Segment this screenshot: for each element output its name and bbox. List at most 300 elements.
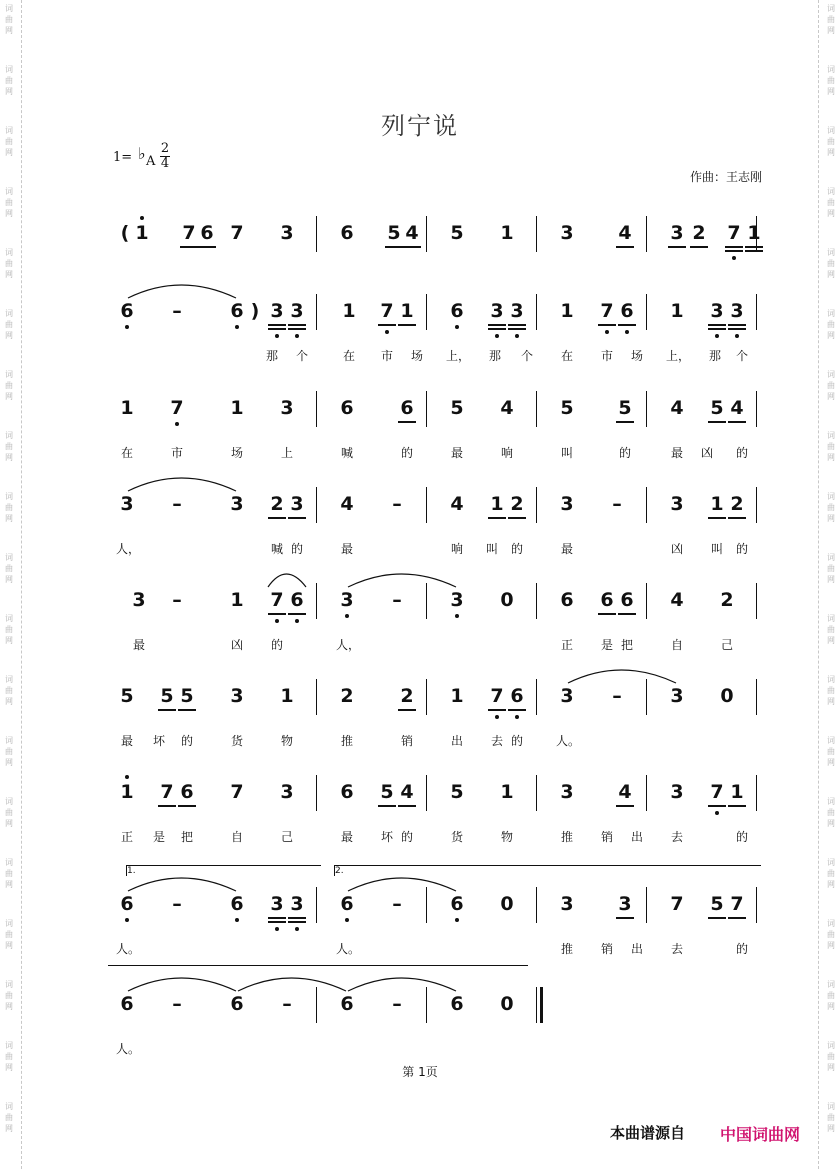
watermark-text: 词 曲 网 <box>5 309 13 340</box>
lyric: 出 <box>450 734 463 748</box>
dash: – <box>172 300 182 322</box>
note: 2 <box>510 493 524 515</box>
lyric: 的 <box>400 446 413 460</box>
lyric: 销 <box>600 942 613 956</box>
lyric: 自 <box>230 830 243 844</box>
volta-second: 2. <box>334 865 761 876</box>
note: 3 <box>560 893 574 915</box>
dash: – <box>282 993 292 1015</box>
lyric: 响 <box>450 542 463 556</box>
note: 1 <box>730 781 744 803</box>
note: 7 <box>378 300 396 322</box>
note: 6 <box>230 993 244 1015</box>
beam-line <box>180 246 198 248</box>
lyric: 的 <box>510 734 523 748</box>
note: 1 <box>230 397 244 419</box>
note: 3 <box>670 493 684 515</box>
dash: – <box>392 893 402 915</box>
lyric: 的 <box>180 734 193 748</box>
beam-line <box>708 917 726 919</box>
note: 6 <box>288 589 306 611</box>
note: 1 <box>500 222 514 244</box>
barline <box>756 294 757 330</box>
score-system-2 <box>108 300 768 400</box>
note: 5 <box>450 397 464 419</box>
lyric: 那 <box>708 349 721 363</box>
note: 1 <box>500 781 514 803</box>
lyric: 人。 <box>336 942 361 956</box>
watermark-text: 词 曲 网 <box>5 1041 13 1072</box>
note: 7 <box>488 685 506 707</box>
lyric: 正 <box>120 830 133 844</box>
beam-line <box>728 805 746 807</box>
barline <box>316 583 317 619</box>
beam-line <box>708 324 726 326</box>
right-border <box>818 0 819 1169</box>
note: 4 <box>670 397 684 419</box>
beam-line <box>508 517 526 519</box>
watermark-text: 词 曲 网 <box>5 614 13 645</box>
barline <box>316 294 317 330</box>
lyric: 最 <box>120 734 133 748</box>
barline <box>646 216 647 252</box>
note: 1 <box>400 300 414 322</box>
lyric: 的 <box>510 542 523 556</box>
beam-line <box>708 328 726 330</box>
watermark-text: 词 曲 网 <box>5 126 13 157</box>
time-signature <box>160 142 170 171</box>
lyric: 推 <box>560 942 573 956</box>
barline <box>756 775 757 811</box>
lyric: 己 <box>720 638 733 652</box>
watermark-text: 词 曲 网 <box>5 797 13 828</box>
barline <box>756 679 757 715</box>
beam-line <box>398 805 416 807</box>
note: 2 <box>340 685 354 707</box>
barline <box>316 679 317 715</box>
lyric: 上， <box>666 349 691 363</box>
lyric: 喊 <box>340 446 353 460</box>
note: 4 <box>730 397 744 419</box>
beam-line <box>198 246 216 248</box>
note: 6 <box>620 589 634 611</box>
watermark-text: 词 曲 网 <box>5 980 13 1011</box>
beam-line <box>728 324 746 326</box>
barline <box>316 887 317 923</box>
lyric: 销 <box>600 830 613 844</box>
note: 3 <box>280 397 294 419</box>
dash: – <box>612 493 622 515</box>
beam-line <box>708 517 726 519</box>
lyric: 叫 <box>560 446 573 460</box>
note: 6 <box>600 589 614 611</box>
beam-line <box>288 324 306 326</box>
beam-line <box>398 709 416 711</box>
beam-line <box>708 805 726 807</box>
beam-line <box>268 324 286 326</box>
lyric: 的 <box>290 542 303 556</box>
watermark-text: 词 曲 网 <box>827 370 835 401</box>
watermark-text: 词 曲 网 <box>827 248 835 279</box>
note: 5 <box>450 781 464 803</box>
watermark-text: 词 曲 网 <box>5 1102 13 1133</box>
note: 4 <box>670 589 684 611</box>
barline <box>536 487 537 523</box>
lyric: 出 <box>630 942 643 956</box>
watermark-text: 词 曲 网 <box>5 431 13 462</box>
note: 5 <box>450 222 464 244</box>
lyric: 的 <box>735 542 748 556</box>
lyric: 是 <box>600 638 613 652</box>
beam-line <box>616 246 634 248</box>
lyric: 去 <box>490 734 503 748</box>
beam-line <box>288 613 306 615</box>
lyric: 最 <box>132 638 145 652</box>
watermark-text: 词 曲 网 <box>827 797 835 828</box>
lyric: 人， <box>336 638 361 652</box>
note: 7 <box>182 222 196 244</box>
note: 6 <box>508 685 526 707</box>
beam-line <box>488 517 506 519</box>
note: 0 <box>720 685 734 707</box>
beam-line <box>690 246 708 248</box>
dash: – <box>392 493 402 515</box>
beam-line <box>618 613 636 615</box>
watermark-text: 词 曲 网 <box>827 1102 835 1133</box>
page-number: 第 1页 <box>402 1065 438 1079</box>
slur <box>126 471 240 493</box>
lyric: 最 <box>560 542 573 556</box>
barline <box>426 487 427 523</box>
watermark-text: 词 曲 网 <box>5 187 13 218</box>
lyric: 把 <box>180 830 193 844</box>
lyric: 销 <box>400 734 413 748</box>
note: 5 <box>380 781 394 803</box>
beam-line <box>268 517 286 519</box>
note: 7 <box>725 222 743 244</box>
note: 6 <box>400 397 414 419</box>
barline <box>646 887 647 923</box>
lyric: 最 <box>670 446 683 460</box>
dash: – <box>392 589 402 611</box>
dash: – <box>172 893 182 915</box>
lyric: 己 <box>280 830 293 844</box>
lyric: 个 <box>520 349 533 363</box>
note: 6 <box>448 300 466 322</box>
lyric: 叫 <box>485 542 498 556</box>
beam-line <box>268 917 286 919</box>
barline <box>756 487 757 523</box>
key-label: 1= <box>113 150 133 165</box>
watermark-text: 词 曲 网 <box>827 858 835 889</box>
watermark-text: 词 曲 网 <box>5 4 13 35</box>
note: 2 <box>400 685 414 707</box>
beam-line <box>618 324 636 326</box>
lyric: 个 <box>735 349 748 363</box>
beam-line <box>745 250 763 252</box>
lyric: 最 <box>450 446 463 460</box>
note: 3 <box>670 222 684 244</box>
note: 4 <box>405 222 419 244</box>
barline <box>536 679 537 715</box>
lyric: 坏 <box>380 830 393 844</box>
lyric: 那 <box>265 349 278 363</box>
lyric: 推 <box>560 830 573 844</box>
note: 7 <box>670 893 684 915</box>
lyric: 凶 <box>230 638 243 652</box>
lyric: 的 <box>735 942 748 956</box>
lyric: 货 <box>450 830 463 844</box>
note: 6 <box>340 993 354 1015</box>
barline <box>756 887 757 923</box>
source-label: 本曲谱源自 <box>610 1124 686 1142</box>
note: 3 <box>708 300 726 322</box>
watermark-text: 词 曲 网 <box>5 553 13 584</box>
slur <box>566 663 680 685</box>
barline <box>426 216 427 252</box>
flat-sign: ♭ <box>138 144 146 163</box>
note: 7 <box>230 781 244 803</box>
page-title: 列宁说 <box>381 112 459 140</box>
slur <box>126 278 240 300</box>
beam-line <box>178 805 196 807</box>
note: 3 <box>448 589 466 611</box>
note: 3 <box>560 781 574 803</box>
lyric: 人。 <box>556 734 581 748</box>
lyric: 是 <box>152 830 165 844</box>
note: 5 <box>160 685 174 707</box>
barline <box>646 487 647 523</box>
watermark-text: 词 曲 网 <box>827 980 835 1011</box>
beam-line <box>728 328 746 330</box>
watermark-text: 词 曲 网 <box>827 4 835 35</box>
note: 7 <box>230 222 244 244</box>
beam-line <box>403 246 421 248</box>
beam-line <box>725 246 743 248</box>
note: 3 <box>560 493 574 515</box>
note: 3 <box>670 685 684 707</box>
note: 5 <box>120 685 134 707</box>
beam-line <box>178 709 196 711</box>
beam-line <box>508 709 526 711</box>
beam-line <box>398 324 416 326</box>
note: 3 <box>268 300 286 322</box>
note: 0 <box>500 893 514 915</box>
note: 1 <box>710 493 724 515</box>
lyric: 出 <box>630 830 643 844</box>
note: 6 <box>180 781 194 803</box>
lyric: 叫 <box>710 542 723 556</box>
beam-line <box>158 709 176 711</box>
beam-line <box>728 517 746 519</box>
lyric: 的 <box>270 638 283 652</box>
note: 1 <box>120 397 134 419</box>
lyric: 在 <box>560 349 573 363</box>
note: 6 <box>450 993 464 1015</box>
beam-line <box>508 328 526 330</box>
lyric: 的 <box>618 446 631 460</box>
lyric: 上 <box>280 446 293 460</box>
barline <box>646 775 647 811</box>
barline <box>316 216 317 252</box>
dash: – <box>172 493 182 515</box>
note: 1 <box>670 300 684 322</box>
note: 6 <box>228 300 246 322</box>
note: 0 <box>500 589 514 611</box>
barline <box>316 391 317 427</box>
watermark-text: 词 曲 网 <box>827 431 835 462</box>
lyric: 人。 <box>116 1042 141 1056</box>
watermark-text: 词 曲 网 <box>827 187 835 218</box>
lyric: 在 <box>342 349 355 363</box>
beam-line <box>378 324 396 326</box>
beam-line <box>616 917 634 919</box>
slur <box>266 567 310 589</box>
watermark-text: 词 曲 网 <box>827 492 835 523</box>
note: 4 <box>340 493 354 515</box>
note: 2 <box>720 589 734 611</box>
watermark-text: 词 曲 网 <box>827 736 835 767</box>
barline <box>536 294 537 330</box>
barline <box>536 887 537 923</box>
lyric: 去 <box>670 830 683 844</box>
note: 3 <box>268 893 286 915</box>
note: 3 <box>670 781 684 803</box>
barline <box>426 391 427 427</box>
key-signature <box>113 141 170 171</box>
barline <box>536 775 537 811</box>
beam-line <box>745 246 763 248</box>
lyric: 市 <box>170 446 183 460</box>
beam-line <box>598 613 616 615</box>
watermark-text: 词 曲 网 <box>827 65 835 96</box>
note: 2 <box>692 222 706 244</box>
note: 1 <box>747 222 761 244</box>
lyric: 喊 <box>270 542 283 556</box>
barline <box>536 216 537 252</box>
note: 1 <box>280 685 294 707</box>
note: 5 <box>618 397 632 419</box>
note: 3 <box>290 493 304 515</box>
beam-line <box>708 421 726 423</box>
beam-line <box>668 246 686 248</box>
note: 6 <box>560 589 574 611</box>
slur <box>126 971 240 993</box>
note: 7 <box>598 300 616 322</box>
note: 6 <box>618 300 636 322</box>
bracket: ( <box>120 222 130 244</box>
lyric: 人， <box>116 542 141 556</box>
note: 1 <box>118 781 136 803</box>
note: 3 <box>230 685 244 707</box>
lyric: 场 <box>410 349 423 363</box>
lyric: 最 <box>340 830 353 844</box>
note: 0 <box>500 993 514 1015</box>
watermark-text: 词 曲 网 <box>5 858 13 889</box>
watermark-text: 词 曲 网 <box>5 248 13 279</box>
composer-credit: 作曲：王志刚 <box>690 170 763 184</box>
time-top: 2 <box>160 141 170 156</box>
note: 3 <box>280 781 294 803</box>
watermark-text: 词 曲 网 <box>827 309 835 340</box>
beam-line <box>616 421 634 423</box>
lyric: 个 <box>295 349 308 363</box>
note: 6 <box>340 781 354 803</box>
watermark-text: 词 曲 网 <box>827 614 835 645</box>
note: 6 <box>228 893 246 915</box>
note: 1 <box>560 300 574 322</box>
bracket-line <box>108 965 528 966</box>
bracket: ) <box>250 300 260 322</box>
key-note: A <box>146 154 156 169</box>
final-barline <box>540 987 543 1023</box>
lyric: 上， <box>446 349 471 363</box>
note: 1 <box>133 222 151 244</box>
note: 7 <box>160 781 174 803</box>
note: 5 <box>710 893 724 915</box>
note: 3 <box>280 222 294 244</box>
dash: – <box>392 993 402 1015</box>
note: 6 <box>340 397 354 419</box>
watermark-text: 词 曲 网 <box>827 675 835 706</box>
watermark-text: 词 曲 网 <box>5 65 13 96</box>
beam-line <box>725 250 743 252</box>
watermark-text: 词 曲 网 <box>5 919 13 950</box>
note: 3 <box>488 300 506 322</box>
watermark-text: 词 曲 网 <box>5 370 13 401</box>
note: 3 <box>508 300 526 322</box>
lyric: 响 <box>500 446 513 460</box>
watermark-text: 词 曲 网 <box>5 492 13 523</box>
lyric: 物 <box>280 734 293 748</box>
barline <box>756 583 757 619</box>
lyric: 坏 <box>152 734 165 748</box>
note: 6 <box>200 222 214 244</box>
lyric: 凶 <box>670 542 683 556</box>
lyric: 推 <box>340 734 353 748</box>
watermark-text: 词 曲 网 <box>5 736 13 767</box>
note: 6 <box>120 993 134 1015</box>
beam-line <box>268 328 286 330</box>
score-system-6 <box>108 685 768 785</box>
lyric: 场 <box>630 349 643 363</box>
beam-line <box>508 324 526 326</box>
time-bottom: 4 <box>160 156 170 171</box>
note: 1 <box>230 589 244 611</box>
note: 4 <box>618 781 632 803</box>
dash: – <box>172 993 182 1015</box>
watermark-text: 词 曲 网 <box>827 919 835 950</box>
note: 5 <box>180 685 194 707</box>
note: 3 <box>560 685 574 707</box>
beam-line <box>728 421 746 423</box>
beam-line <box>598 324 616 326</box>
note: 1 <box>490 493 504 515</box>
lyric: 那 <box>488 349 501 363</box>
dash: – <box>172 589 182 611</box>
barline <box>756 391 757 427</box>
beam-line <box>728 917 746 919</box>
beam-line <box>288 328 306 330</box>
barline <box>536 391 537 427</box>
final-barline <box>536 987 537 1023</box>
lyric: 最 <box>340 542 353 556</box>
beam-line <box>488 328 506 330</box>
slur <box>346 567 460 589</box>
barline <box>426 294 427 330</box>
lyric: 的 <box>735 446 748 460</box>
lyric: 去 <box>670 942 683 956</box>
